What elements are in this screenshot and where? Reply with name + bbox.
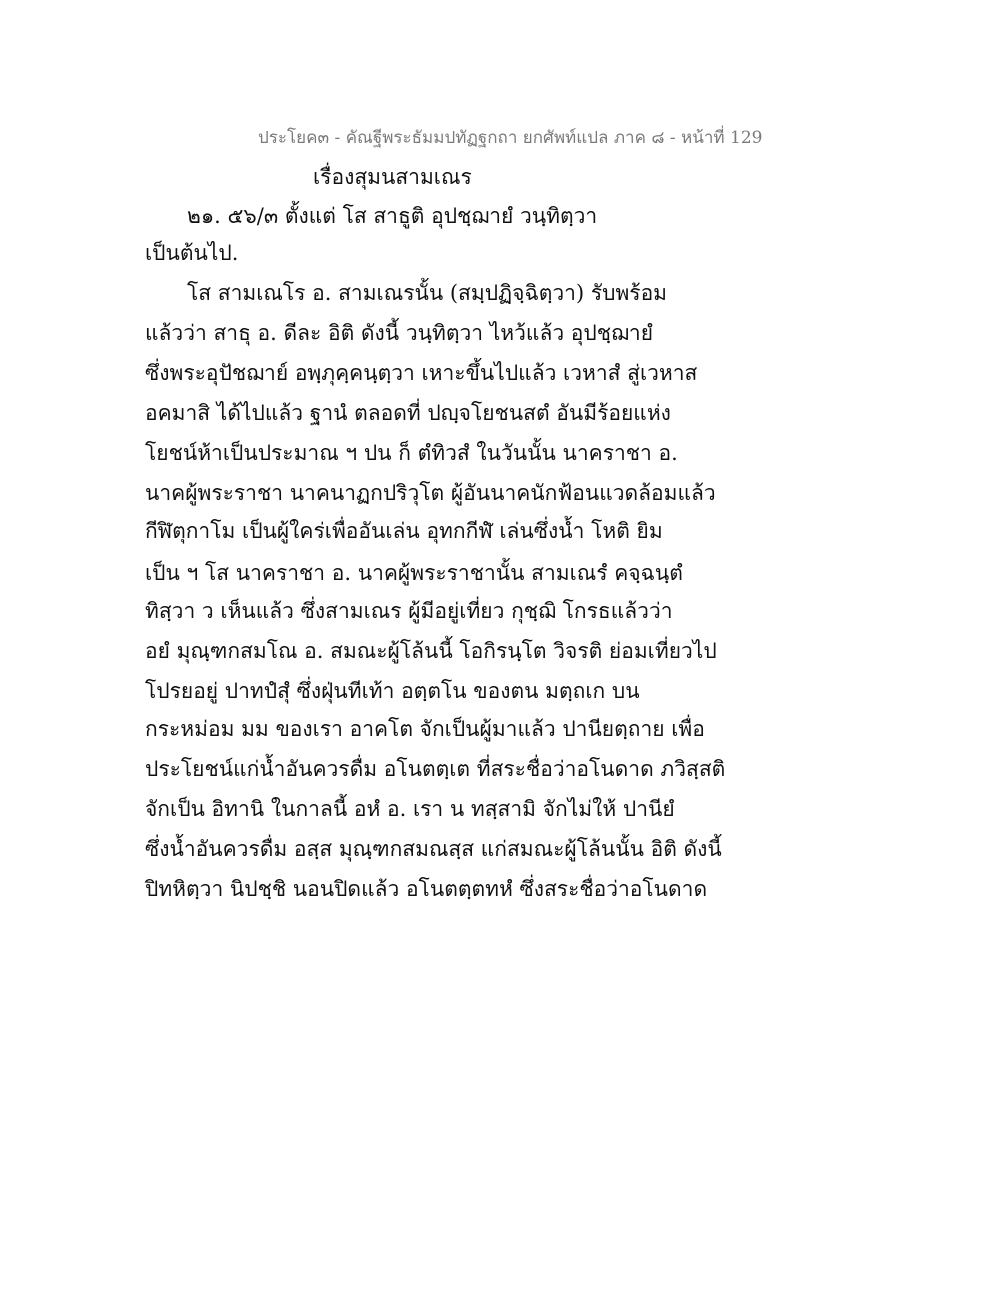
body-line: ซึ่งพระอุปัชฌาย์ อพฺภุคฺคนฺตฺวา เหาะขึ้นไปแล้ว เวหาสํ สู่เวหาส <box>145 361 698 385</box>
body-line: เป็นต้นไป. <box>145 241 239 265</box>
body-line: แล้วว่า สาธุ อ. ดีละ อิติ ดังนี้ วนฺทิตฺวา ไหว้แล้ว อุปชฺฌายํ <box>145 321 654 345</box>
body-line: นาคผู้พระราชา นาคนาฏกปริวุโต ผู้อันนาคนักฟ้อนแวดล้อมแล้ว <box>145 481 716 505</box>
body-line: ประโยชน์แก่น้ำอันควรดื่ม อโนตตฺเต ที่สระชื่อว่าอโนดาด ภวิสฺสติ <box>145 757 726 781</box>
body-line: โส สามเณโร อ. สามเณรนั้น (สมฺปฏิจฺฉิตฺวา) รับพร้อม <box>187 281 668 305</box>
body-line: โปรยอยู่ ปาทปํสุํ ซึ่งฝุ่นทีเท้า อตฺตโน ของตน มตฺถเก บน <box>145 679 640 703</box>
body-line: อคมาสิ ได้ไปแล้ว ฐานํ ตลอดที่ ปญฺจโยชนสตํ อันมีร้อยแห่ง <box>145 401 671 425</box>
running-head: ประโยค๓ - คัณฐีพระธัมมปทัฏฐกถา ยกศัพท์แปล ภาค ๘ - หน้าที่ 129 <box>258 128 763 148</box>
body-line: ๒๑. ๕๖/๓ ตั้งแต่ โส สาธูติ อุปชฺฌายํ วนฺทิตฺวา <box>187 204 598 228</box>
body-line: ทิสฺวา ว เห็นแล้ว ซึ่งสามเณร ผู้มีอยู่เที่ยว กุชฺฌิ โกรธแล้วว่า <box>145 599 673 623</box>
body-line: กระหม่อม มม ของเรา อาคโต จักเป็นผู้มาแล้ว ปานียตฺถาย เพื่อ <box>145 717 705 741</box>
body-line: เป็น ฯ โส นาคราชา อ. นาคผู้พระราชานั้น สามเณรํ คจฺฉนฺตํ <box>145 561 683 585</box>
body-line: ซึ่งน้ำอันควรดื่ม อสฺส มุณฺฑกสมณสฺส แก่สมณะผู้โล้นนั้น อิติ ดังนี้ <box>145 837 722 861</box>
body-line: โยชน์ห้าเป็นประมาณ ฯ ปน ก็ ตํทิวสํ ในวันนั้น นาคราชา อ. <box>145 441 678 465</box>
body-line: จักเป็น อิทานิ ในกาลนี้ อหํ อ. เรา น ทสฺสามิ จักไม่ให้ ปานียํ <box>145 797 675 821</box>
body-line: ปิทหิตฺวา นิปชฺชิ นอนปิดแล้ว อโนตตฺตทหํ ซึ่งสระชื่อว่าอโนดาด <box>145 877 708 901</box>
body-line: กีฬิตุกาโม เป็นผู้ใคร่เพื่ออันเล่น อุทกกีฬํ เล่นซึ่งน้ำ โหติ ยิม <box>145 519 663 543</box>
body-line: อยํ มุณฺฑกสมโณ อ. สมณะผู้โล้นนี้ โอกิรนฺโต วิจรติ ย่อมเที่ยวไป <box>145 639 717 663</box>
story-title: เรื่องสุมนสามเณร <box>313 165 472 189</box>
